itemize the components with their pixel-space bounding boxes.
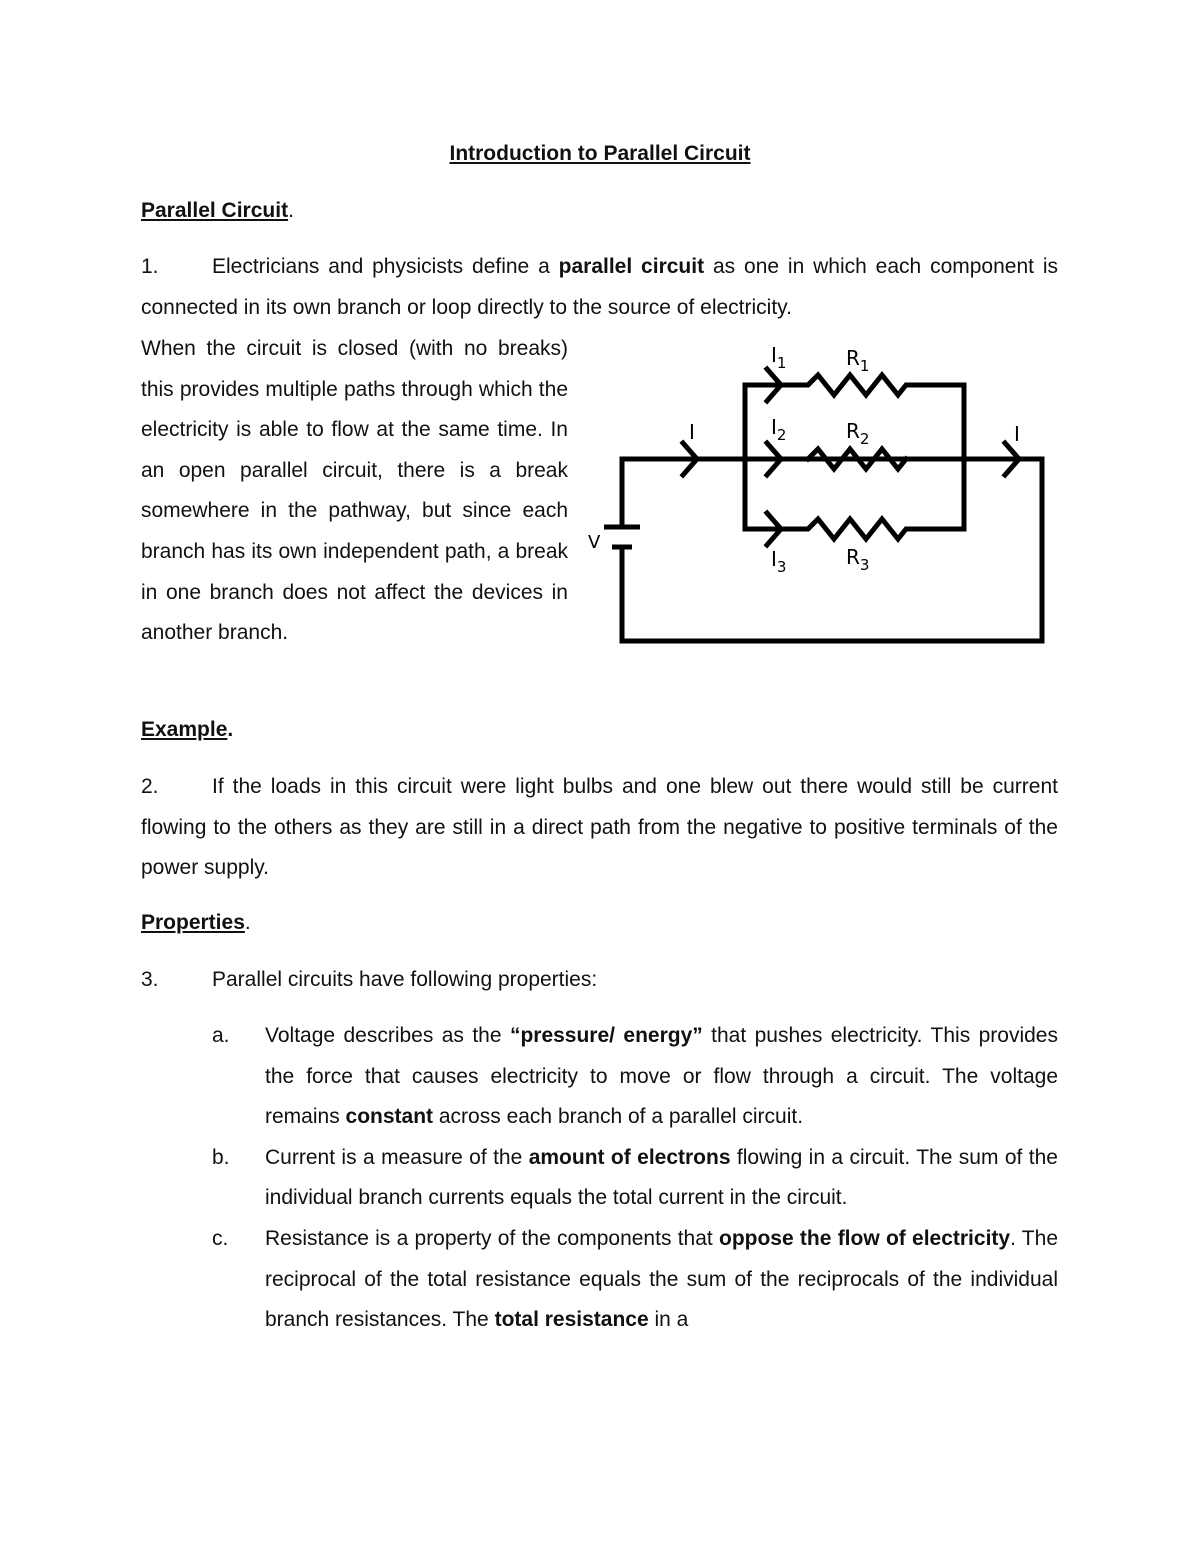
list-item <box>212 1219 1058 1341</box>
label-i2: $I_2$ <box>771 415 787 444</box>
section-heading-example: Example. <box>141 718 234 741</box>
paragraph-3: 3. Parallel circuits have following properties: <box>141 960 1058 1001</box>
paragraph-number: 3. <box>141 968 159 991</box>
label-output-current: I <box>1014 422 1020 446</box>
paragraph-1: 1. Electricians and physicists define a parallel circuit as one in which each component is connected in its own branch or loop directly to the source of electricity. <box>141 247 1058 328</box>
main-wire <box>622 459 1042 641</box>
label-i3: $I_3$ <box>771 547 787 576</box>
label-voltage: V <box>588 532 601 553</box>
bold-term: parallel circuit <box>558 255 705 278</box>
paragraph-number: 2. <box>141 775 159 798</box>
label-r1: $R_1$ <box>846 346 870 375</box>
section-heading-parallel-circuit: Parallel Circuit. <box>141 199 294 222</box>
list-item <box>212 1138 1058 1219</box>
label-r3: $R_3$ <box>846 545 870 574</box>
list-item-text: Current is a measure of the amount of electrons flowing in a circuit. The sum of the individual branch currents equals the total current in the circuit. <box>265 1145 1058 1210</box>
label-i1: $I_1$ <box>771 343 787 372</box>
properties-list <box>212 1016 1058 1341</box>
list-item-label: b. <box>212 1145 230 1169</box>
paragraph-1-wrap: When the circuit is closed (with no breaks) this provides multiple paths through which the electricity is able to flow at the same time. In an open parallel circuit, there is a break somewhere in the pathway, but since each branch has its own independent path, a break in one branch does not affect the devices in another branch. <box>141 337 568 645</box>
list-item-label: c. <box>212 1226 229 1250</box>
label-source-current: I <box>689 420 695 444</box>
list-item <box>212 1016 1058 1138</box>
label-r2: $R_2$ <box>846 419 870 448</box>
paragraph-number: 1. <box>141 255 159 278</box>
section-heading-properties: Properties. <box>141 911 251 934</box>
page-title: Introduction to Parallel Circuit <box>449 142 751 165</box>
list-item-label: a. <box>212 1024 230 1047</box>
list-item-text: Resistance is a property of the components that oppose the flow of electricity. The reciprocal of the total resistance equals the sum of the reciprocals of the individual branch resistances. The total resistance in a <box>265 1226 1058 1332</box>
paragraph-2: 2. If the loads in this circuit were light bulbs and one blew out there would still be current flowing to the others as they are still in a direct path from the negative to positive terminals of the power supply. <box>141 767 1058 889</box>
parallel-circuit-diagram <box>0 0 1200 700</box>
list-item-text: Voltage describes as the “pressure/ energy” that pushes electricity. This provides the force that causes electricity to move or flow through a circuit. The voltage remains constant across each branch of a parallel circuit. <box>265 1024 1058 1129</box>
